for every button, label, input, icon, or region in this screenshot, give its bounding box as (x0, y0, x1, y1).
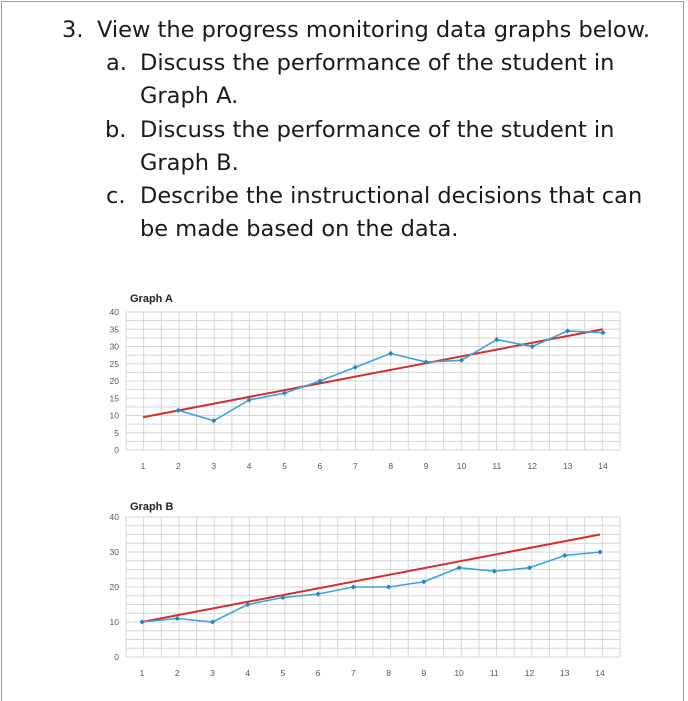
graph-a-x-tick-label: 14 (598, 461, 608, 471)
question-text: View the progress monitoring data graphs below. (97, 17, 651, 43)
graph-b-y-tick-label: 10 (109, 617, 119, 627)
graph-a-y-tick-label: 35 (109, 324, 119, 335)
graph-a-x-tick-label: 4 (246, 461, 252, 471)
graph-a-x-tick-label: 7 (352, 461, 358, 471)
graph-a-data-point (600, 330, 605, 335)
graph-b-x-tick-label: 12 (524, 668, 535, 678)
item-line: Describe the instructional decisions that can (140, 183, 643, 209)
graph-b-x-tick-label: 10 (454, 668, 464, 678)
graph-b-x-tick-label: 8 (386, 668, 391, 678)
item-letter: b. (105, 117, 127, 143)
graph-b-y-tick-label: 30 (109, 547, 119, 557)
graph-b-x-tick-label: 1 (139, 668, 145, 678)
graph-a-x-tick-label: 8 (388, 461, 394, 471)
item-line: be made based on the data. (140, 216, 459, 242)
item-line: Graph A. (140, 83, 239, 109)
graph-a-data-point (353, 365, 358, 370)
graph-a-x-tick-label: 6 (317, 461, 323, 471)
graph-b-y-tick-label: 40 (109, 512, 119, 522)
graph-a-y-tick-label: 40 (109, 307, 119, 317)
item-line: Graph B. (140, 150, 239, 176)
graph-a-x-tick-label: 13 (562, 461, 573, 471)
graph-b-x-tick-label: 14 (595, 668, 605, 678)
graph-a-x-tick-label: 3 (211, 461, 217, 471)
graph-a-y-tick-label: 25 (109, 358, 119, 369)
graph-a-title: Graph A (130, 293, 173, 305)
graph-a-y-tick-label: 20 (109, 376, 119, 386)
graph-a-x-tick-label: 2 (176, 461, 181, 471)
graph-a-x-tick-label: 12 (527, 461, 537, 471)
graph-a-x-tick-label: 1 (140, 461, 146, 471)
graph-a-x-tick-label: 9 (423, 461, 429, 471)
item-letter: a. (106, 50, 127, 76)
graph-b-x-tick-label: 3 (210, 668, 215, 678)
graph-b-data-point (597, 549, 602, 554)
graph-a-data-point (530, 344, 535, 349)
graph-b-y-tick-label: 20 (109, 582, 119, 592)
graph-b-x-tick-label: 4 (245, 668, 251, 678)
item-line: Discuss the performance of the student in (140, 117, 615, 143)
graph-a-y-tick-label: 5 (114, 427, 119, 438)
item-line: Discuss the performance of the student in (140, 50, 615, 76)
graph-a-data-point (176, 408, 181, 413)
graph-a-x-tick-label: 5 (282, 461, 287, 471)
graph-b-x-tick-label: 9 (421, 668, 427, 678)
graph-a-y-tick-label: 15 (109, 393, 119, 404)
item-letter: c. (106, 183, 126, 209)
graph-a-y-tick-label: 0 (114, 445, 119, 455)
graph-b-x-tick-label: 11 (489, 668, 499, 678)
graph-b-title: Graph B (130, 501, 174, 513)
graph-b-x-tick-label: 13 (560, 668, 570, 678)
graph-b-x-tick-label: 5 (280, 668, 286, 678)
graph-a-x-tick-label: 11 (492, 461, 502, 471)
graph-b-y-tick-label: 0 (114, 652, 119, 662)
graph-b-x-tick-label: 6 (315, 668, 321, 678)
graph-a-y-tick-label: 10 (109, 410, 119, 421)
graph-b-x-tick-label: 2 (174, 668, 180, 678)
graph-b-x-tick-label: 7 (351, 668, 356, 678)
graph-a-y-tick-label: 30 (109, 341, 119, 352)
question-number: 3. (62, 17, 84, 43)
graph-a-x-tick-label: 10 (456, 461, 467, 471)
